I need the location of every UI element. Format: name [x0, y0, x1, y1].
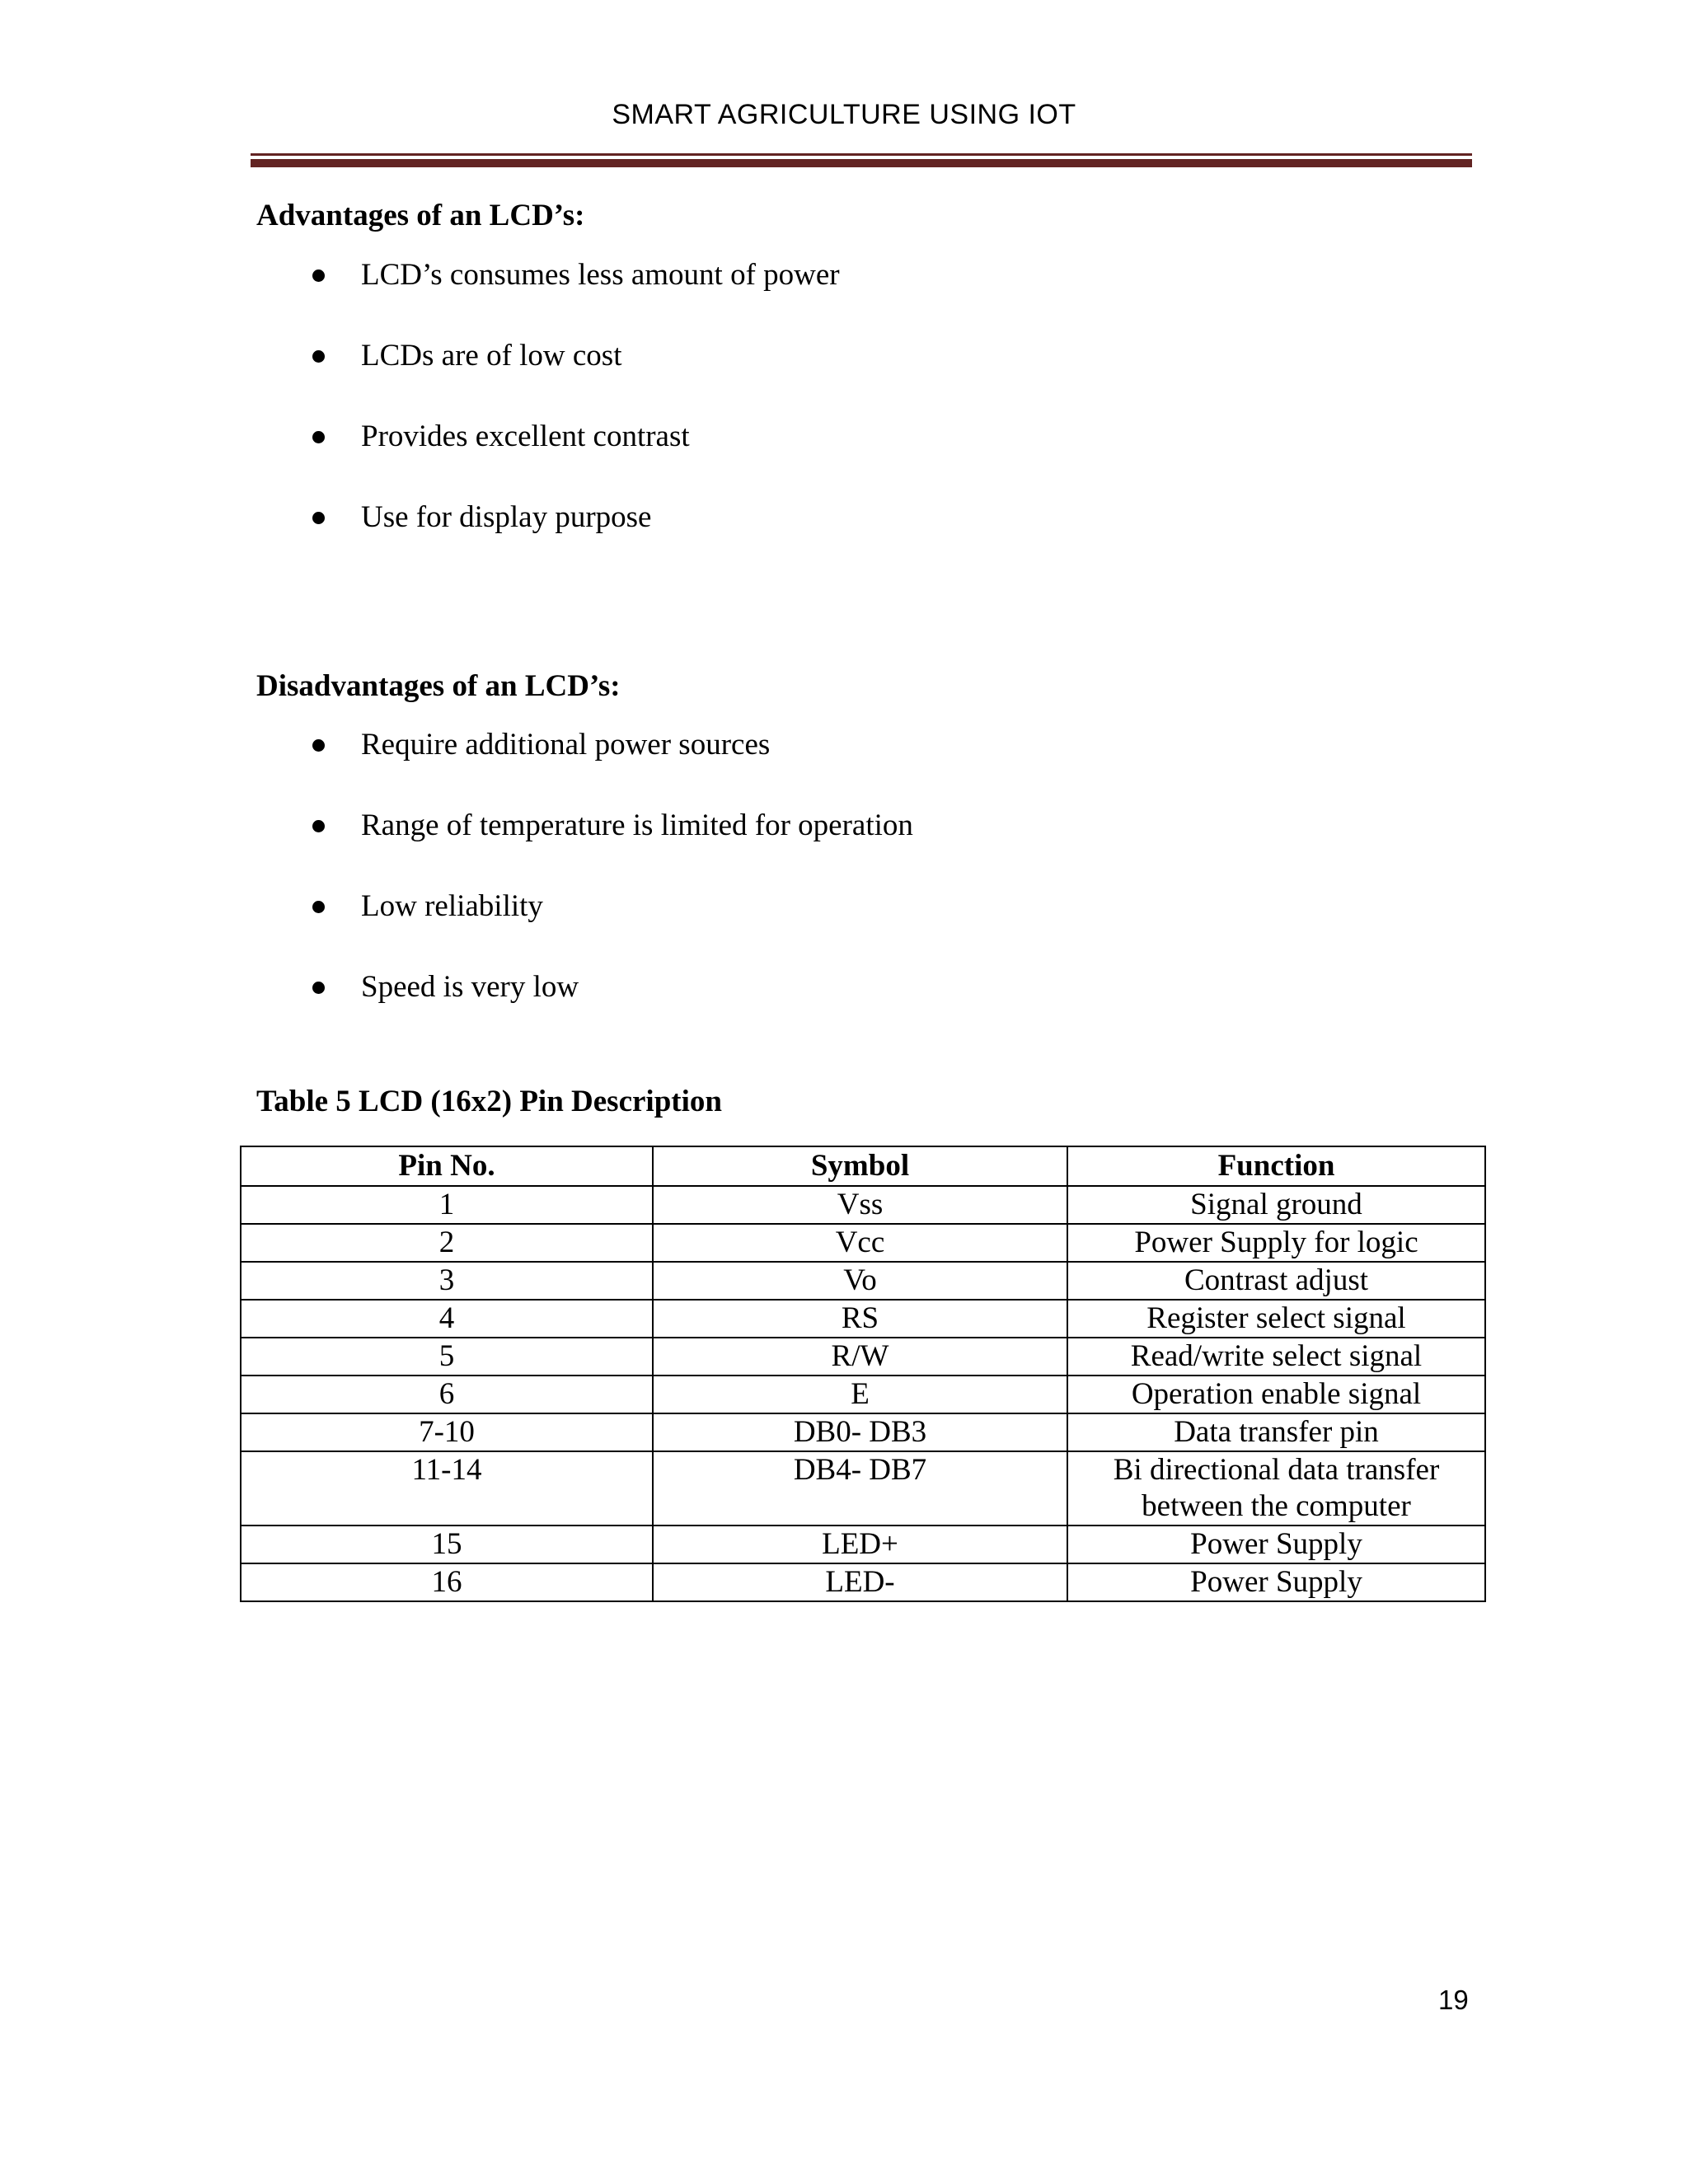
bullet-icon — [312, 350, 325, 363]
bullet-icon — [312, 431, 325, 443]
column-header: Symbol — [653, 1146, 1067, 1186]
table-row — [241, 1300, 1485, 1338]
table-cell: LED+ — [653, 1526, 1067, 1563]
table-cell: Power Supply for logic — [1067, 1224, 1485, 1262]
table-cell: LED- — [653, 1563, 1067, 1601]
table-row — [241, 1413, 1485, 1451]
table-cell: Power Supply — [1067, 1526, 1485, 1563]
table-cell: Data transfer pin — [1067, 1413, 1485, 1451]
table-cell: RS — [653, 1300, 1067, 1338]
table-cell: Vcc — [653, 1224, 1067, 1262]
table-header-row — [241, 1146, 1485, 1186]
bullet-icon — [312, 982, 325, 994]
list-item-text: Range of temperature is limited for operation — [361, 808, 913, 842]
table-cell: 11-14 — [241, 1451, 653, 1526]
disadvantages-heading: Disadvantages of an LCD’s: — [256, 669, 621, 703]
table-cell: Operation enable signal — [1067, 1376, 1485, 1413]
table-row — [241, 1376, 1485, 1413]
bullet-icon — [312, 269, 325, 282]
list-item-text: Low reliability — [361, 889, 543, 923]
advantages-heading: Advantages of an LCD’s: — [256, 199, 585, 232]
column-header: Pin No. — [241, 1146, 653, 1186]
running-header: SMART AGRICULTURE USING IOT — [612, 99, 1076, 130]
table-cell: 6 — [241, 1376, 653, 1413]
table-cell: 15 — [241, 1526, 653, 1563]
table-cell: 4 — [241, 1300, 653, 1338]
bullet-icon — [312, 512, 325, 524]
table-cell: Vss — [653, 1186, 1067, 1224]
table-cell: Vo — [653, 1262, 1067, 1300]
table-cell: 16 — [241, 1563, 653, 1601]
table-cell: Read/write select signal — [1067, 1338, 1485, 1376]
table-cell: DB0- DB3 — [653, 1413, 1067, 1451]
header-rule-thin — [251, 153, 1472, 156]
table-cell: Bi directional data transfer between the computer — [1067, 1451, 1485, 1526]
column-header: Function — [1067, 1146, 1485, 1186]
table-cell: 3 — [241, 1262, 653, 1300]
table-cell: E — [653, 1376, 1067, 1413]
page-number: 19 — [1438, 1985, 1469, 2015]
list-item-text: LCD’s consumes less amount of power — [361, 258, 840, 292]
table-cell: Contrast adjust — [1067, 1262, 1485, 1300]
pin-description-table — [240, 1146, 1486, 1602]
table-row — [241, 1262, 1485, 1300]
table-row — [241, 1224, 1485, 1262]
bullet-icon — [312, 820, 325, 832]
table-cell: 2 — [241, 1224, 653, 1262]
table-cell: Signal ground — [1067, 1186, 1485, 1224]
table-cell: Register select signal — [1067, 1300, 1485, 1338]
list-item-text: Provides excellent contrast — [361, 419, 690, 453]
list-item-text: Use for display purpose — [361, 500, 652, 534]
table-row — [241, 1451, 1485, 1526]
table-cell: Power Supply — [1067, 1563, 1485, 1601]
table-cell: 7-10 — [241, 1413, 653, 1451]
table-row — [241, 1563, 1485, 1601]
table-row — [241, 1186, 1485, 1224]
header-rule-thick — [251, 159, 1472, 167]
table-cell: 5 — [241, 1338, 653, 1376]
table-cell: 1 — [241, 1186, 653, 1224]
list-item-text: Require additional power sources — [361, 728, 771, 762]
table-row — [241, 1338, 1485, 1376]
bullet-icon — [312, 901, 325, 913]
bullet-icon — [312, 739, 325, 752]
list-item-text: Speed is very low — [361, 970, 579, 1004]
table-cell: DB4- DB7 — [653, 1451, 1067, 1526]
table-row — [241, 1526, 1485, 1563]
table-cell: R/W — [653, 1338, 1067, 1376]
list-item-text: LCDs are of low cost — [361, 339, 622, 373]
table-caption: Table 5 LCD (16x2) Pin Description — [256, 1085, 722, 1118]
